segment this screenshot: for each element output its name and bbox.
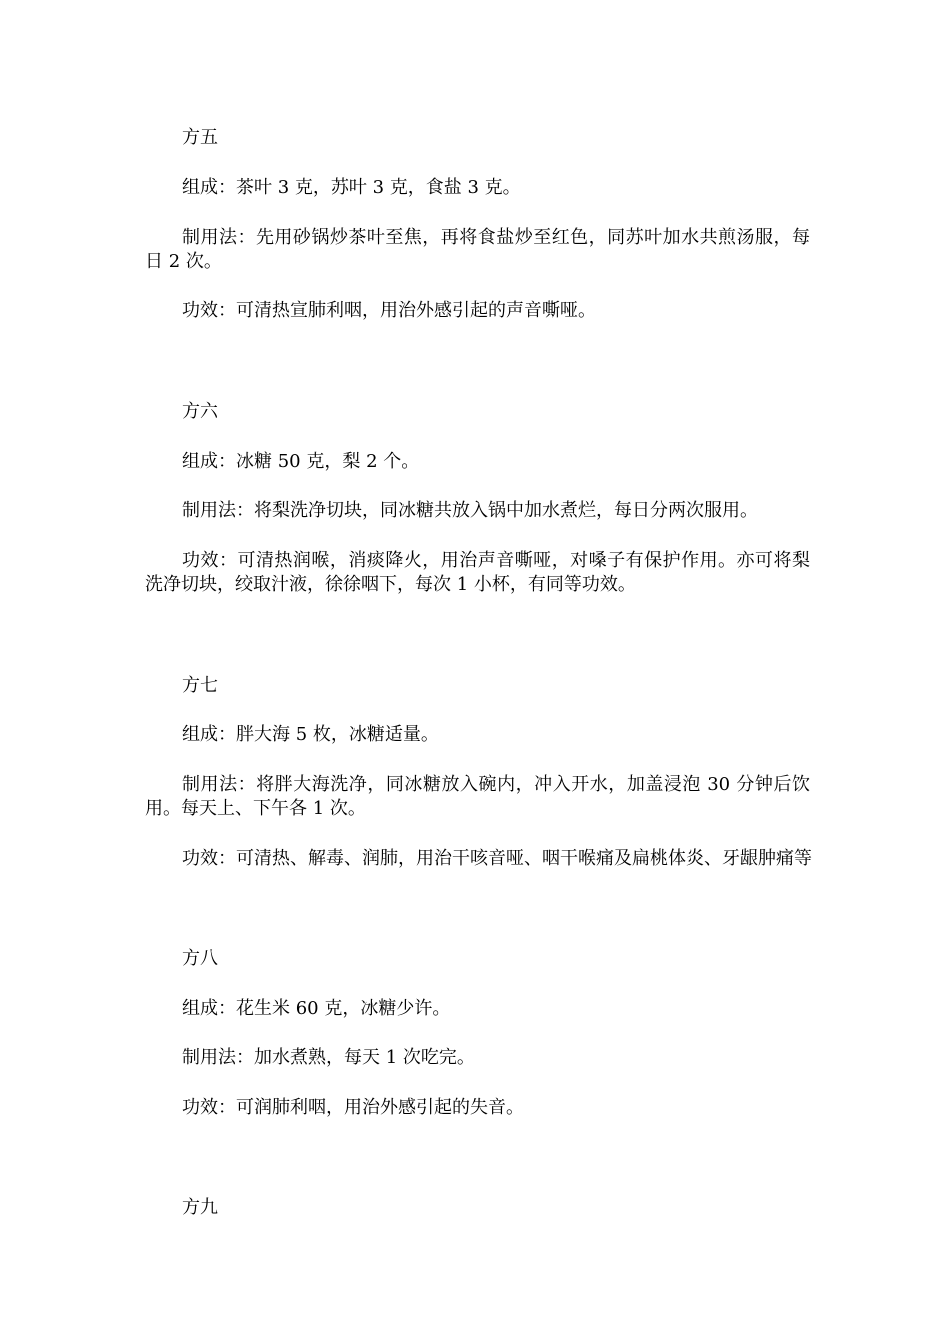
- composition-text: 组成：茶叶 3 克，苏叶 3 克，食盐 3 克。: [182, 177, 521, 198]
- section-heading: 方七: [182, 675, 218, 696]
- method-text: 制用法：先用砂锅炒茶叶至焦，再将食盐炒至红色，同苏叶加水共煎汤服，每: [182, 227, 810, 248]
- effect-text: 功效：可清热润喉，消痰降火，用治声音嘶哑，对嗓子有保护作用。亦可将梨: [182, 550, 810, 571]
- effect-text: 功效：可润肺利咽，用治外感引起的失音。: [182, 1097, 524, 1118]
- effect-text-continued: 洗净切块，绞取汁液，徐徐咽下，每次 1 小杯，有同等功效。: [145, 574, 636, 595]
- method-text: 制用法：将梨洗净切块，同冰糖共放入锅中加水煮烂，每日分两次服用。: [182, 500, 758, 521]
- composition-text: 组成：胖大海 5 枚，冰糖适量。: [182, 724, 439, 745]
- method-text-continued: 用。每天上、下午各 1 次。: [145, 798, 366, 819]
- section-heading: 方八: [182, 948, 218, 969]
- method-text: 制用法：将胖大海洗净，同冰糖放入碗内，冲入开水，加盖浸泡 30 分钟后饮: [182, 774, 810, 795]
- effect-text: 功效：可清热、解毒、润肺，用治干咳音哑、咽干喉痛及扁桃体炎、牙龈肿痛等: [182, 848, 812, 869]
- composition-text: 组成：花生米 60 克，冰糖少许。: [182, 998, 451, 1019]
- method-text: 制用法：加水煮熟，每天 1 次吃完。: [182, 1047, 475, 1068]
- method-text-continued: 日 2 次。: [145, 251, 222, 272]
- composition-text: 组成：冰糖 50 克，梨 2 个。: [182, 451, 420, 472]
- effect-text: 功效：可清热宣肺利咽，用治外感引起的声音嘶哑。: [182, 300, 596, 321]
- section-heading: 方六: [182, 401, 218, 422]
- section-heading: 方九: [182, 1197, 218, 1218]
- section-heading: 方五: [182, 127, 218, 148]
